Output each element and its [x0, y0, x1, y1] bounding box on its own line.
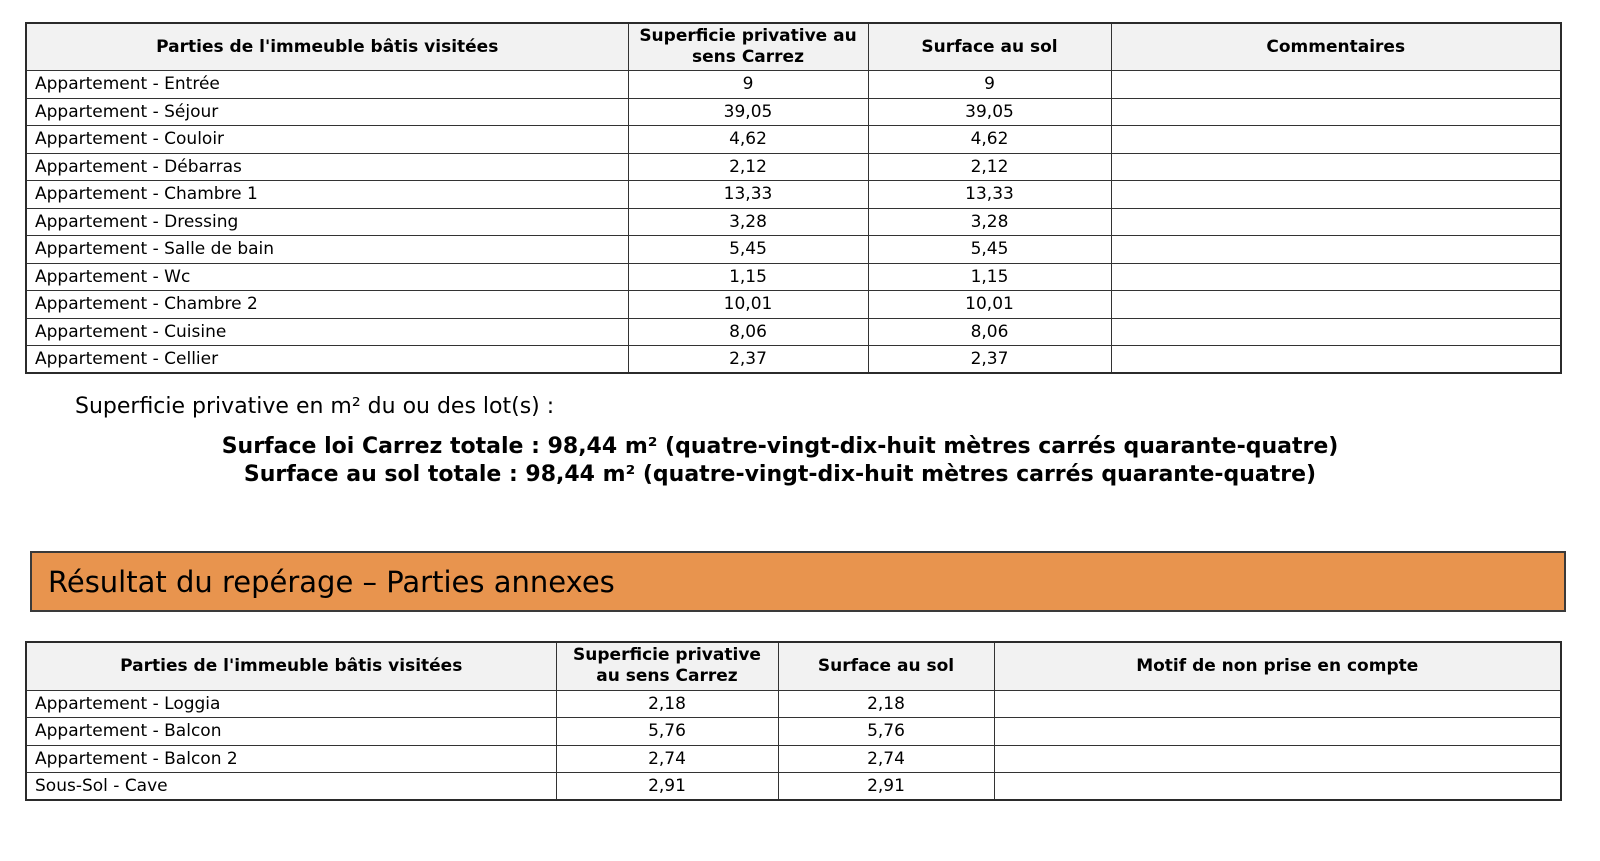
last-column-cell [1111, 346, 1561, 374]
surface-sol-cell: 4,62 [868, 126, 1111, 154]
superficie-carrez-cell: 9 [628, 71, 868, 99]
surface-sol-cell: 10,01 [868, 291, 1111, 319]
part-label-cell: Appartement - Wc [26, 263, 628, 291]
surface-sol-cell: 2,37 [868, 346, 1111, 374]
part-label-cell: Appartement - Séjour [26, 98, 628, 126]
superficie-carrez-cell: 1,15 [628, 263, 868, 291]
superficie-carrez-cell: 2,12 [628, 153, 868, 181]
table-row [26, 181, 1561, 209]
table-row [26, 153, 1561, 181]
table-row [26, 263, 1561, 291]
part-label-cell: Appartement - Entrée [26, 71, 628, 99]
header-cell-superficie-carrez: Superficie privative au sens Carrez [628, 23, 868, 71]
table-row [26, 291, 1561, 319]
header-cell-surface-sol: Surface au sol [868, 23, 1111, 71]
superficie-carrez-cell: 3,28 [628, 208, 868, 236]
part-label-cell: Appartement - Loggia [26, 690, 556, 718]
last-column-cell [1111, 208, 1561, 236]
header-cell-surface-sol: Surface au sol [778, 642, 994, 690]
header-cell-parties: Parties de l'immeuble bâtis visitées [26, 23, 628, 71]
surface-sol-cell: 5,45 [868, 236, 1111, 264]
part-label-cell: Appartement - Débarras [26, 153, 628, 181]
superficie-carrez-cell: 13,33 [628, 181, 868, 209]
table-row [26, 71, 1561, 99]
last-column-cell [1111, 318, 1561, 346]
superficie-carrez-cell: 2,18 [556, 690, 778, 718]
part-label-cell: Appartement - Cellier [26, 346, 628, 374]
surface-sol-cell: 9 [868, 71, 1111, 99]
totals-block [0, 433, 1560, 489]
table-row [26, 98, 1561, 126]
table-row [26, 208, 1561, 236]
last-column-cell [1111, 153, 1561, 181]
last-column-cell [1111, 291, 1561, 319]
header-cell-parties: Parties de l'immeuble bâtis visitées [26, 642, 556, 690]
surface-sol-cell: 5,76 [778, 718, 994, 746]
superficie-intro-text: Superficie privative en m² du ou des lot(s) : [75, 394, 555, 419]
superficie-carrez-cell: 4,62 [628, 126, 868, 154]
surface-sol-cell: 2,12 [868, 153, 1111, 181]
table-row [26, 773, 1561, 801]
part-label-cell: Appartement - Chambre 2 [26, 291, 628, 319]
surface-sol-cell: 8,06 [868, 318, 1111, 346]
surface-sol-cell: 2,91 [778, 773, 994, 801]
last-column-cell [1111, 71, 1561, 99]
main-parts-table [25, 22, 1562, 374]
part-label-cell: Appartement - Salle de bain [26, 236, 628, 264]
surface-sol-cell: 39,05 [868, 98, 1111, 126]
surface-sol-cell: 2,74 [778, 745, 994, 773]
last-column-cell [994, 745, 1561, 773]
last-column-cell [994, 773, 1561, 801]
section-banner-title: Résultat du repérage – Parties annexes [48, 564, 615, 599]
superficie-carrez-cell: 39,05 [628, 98, 868, 126]
surface-sol-cell: 13,33 [868, 181, 1111, 209]
part-label-cell: Sous-Sol - Cave [26, 773, 556, 801]
part-label-cell: Appartement - Balcon [26, 718, 556, 746]
table-row [26, 126, 1561, 154]
superficie-carrez-cell: 2,37 [628, 346, 868, 374]
surface-sol-cell: 1,15 [868, 263, 1111, 291]
document-page [0, 22, 1600, 861]
table-row [26, 318, 1561, 346]
part-label-cell: Appartement - Couloir [26, 126, 628, 154]
section-banner [30, 551, 1566, 612]
total-sol-line: Surface au sol totale : 98,44 m² (quatre-vingt-dix-huit mètres carrés quarante-quatre) [243, 462, 1317, 487]
table-row [26, 236, 1561, 264]
part-label-cell: Appartement - Balcon 2 [26, 745, 556, 773]
annex-parts-table [25, 641, 1562, 801]
surface-sol-cell: 3,28 [868, 208, 1111, 236]
last-column-cell [1111, 263, 1561, 291]
header-cell-superficie-carrez: Superficie privative au sens Carrez [556, 642, 778, 690]
superficie-carrez-cell: 5,76 [556, 718, 778, 746]
last-column-cell [1111, 98, 1561, 126]
last-column-cell [1111, 236, 1561, 264]
superficie-carrez-cell: 8,06 [628, 318, 868, 346]
total-carrez-line: Surface loi Carrez totale : 98,44 m² (quatre-vingt-dix-huit mètres carrés quarante-quatre) [221, 434, 1339, 459]
superficie-carrez-cell: 2,74 [556, 745, 778, 773]
table-header-row [26, 642, 1561, 690]
superficie-carrez-cell: 10,01 [628, 291, 868, 319]
surface-sol-cell: 2,18 [778, 690, 994, 718]
superficie-carrez-cell: 5,45 [628, 236, 868, 264]
table-row [26, 718, 1561, 746]
part-label-cell: Appartement - Chambre 1 [26, 181, 628, 209]
part-label-cell: Appartement - Dressing [26, 208, 628, 236]
table-row [26, 690, 1561, 718]
part-label-cell: Appartement - Cuisine [26, 318, 628, 346]
header-cell-motif: Motif de non prise en compte [994, 642, 1561, 690]
last-column-cell [994, 690, 1561, 718]
last-column-cell [994, 718, 1561, 746]
header-cell-commentaires: Commentaires [1111, 23, 1561, 71]
table-row [26, 745, 1561, 773]
last-column-cell [1111, 181, 1561, 209]
superficie-carrez-cell: 2,91 [556, 773, 778, 801]
last-column-cell [1111, 126, 1561, 154]
table-row [26, 346, 1561, 374]
table-header-row [26, 23, 1561, 71]
